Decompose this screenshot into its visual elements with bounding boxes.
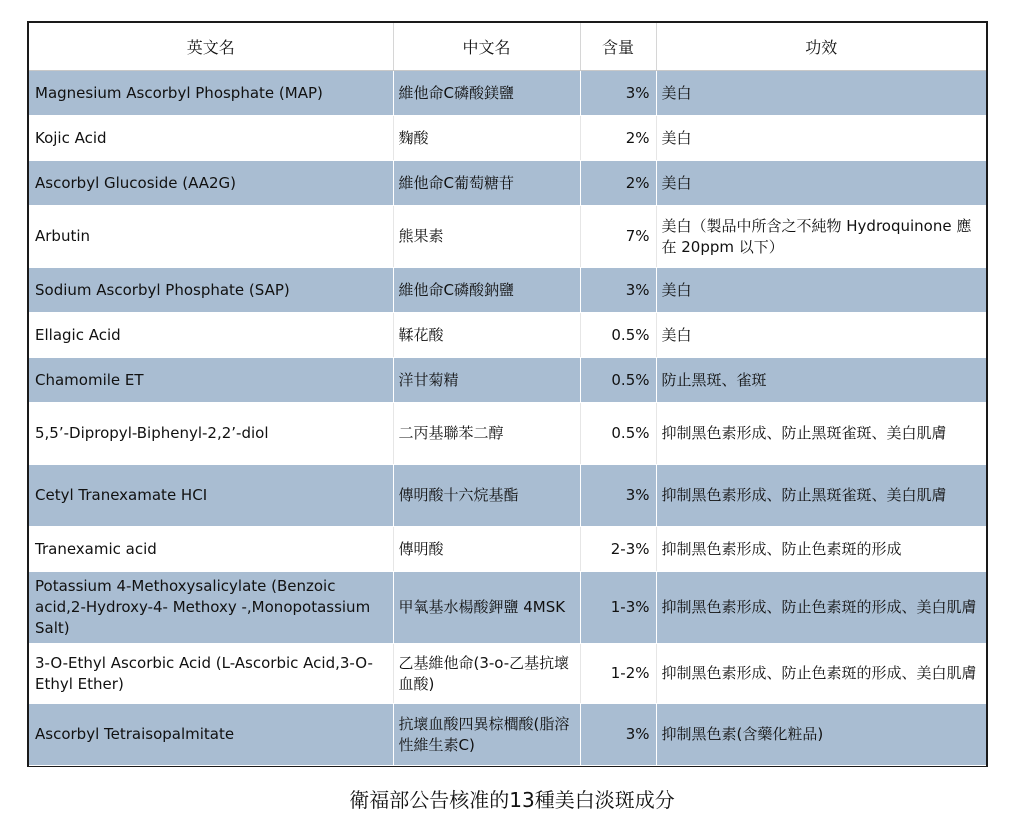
cell-english-name: Chamomile ET <box>29 358 393 403</box>
cell-amount: 7% <box>580 206 656 268</box>
cell-english-name: Tranexamic acid <box>29 527 393 572</box>
cell-english-name: 3-O-Ethyl Ascorbic Acid (L-Ascorbic Acid,3-O-Ethyl Ether) <box>29 644 393 704</box>
table-row <box>29 527 986 572</box>
table-row <box>29 403 986 465</box>
cell-effect: 防止黑斑、雀斑 <box>656 358 986 403</box>
cell-amount: 0.5% <box>580 313 656 358</box>
table-row <box>29 704 986 766</box>
cell-chinese-name: 洋甘菊精 <box>393 358 580 403</box>
ingredients-table-frame <box>27 21 988 767</box>
cell-amount: 1-2% <box>580 644 656 704</box>
table-row <box>29 161 986 206</box>
table-row <box>29 268 986 313</box>
table-row <box>29 313 986 358</box>
header-amount: 含量 <box>580 23 656 71</box>
cell-amount: 2-3% <box>580 527 656 572</box>
cell-effect: 抑制黑色素(含藥化粧品) <box>656 704 986 766</box>
cell-chinese-name: 二丙基聯苯二醇 <box>393 403 580 465</box>
cell-effect: 抑制黑色素形成、防止色素斑的形成 <box>656 527 986 572</box>
header-english-name: 英文名 <box>29 23 393 71</box>
table-header-row <box>29 23 986 71</box>
cell-english-name: Sodium Ascorbyl Phosphate (SAP) <box>29 268 393 313</box>
cell-english-name: Potassium 4-Methoxysalicylate (Benzoic acid,2-Hydroxy-4- Methoxy -,Monopotassium Salt) <box>29 572 393 644</box>
cell-amount: 1-3% <box>580 572 656 644</box>
cell-effect: 抑制黑色素形成、防止色素斑的形成、美白肌膚 <box>656 644 986 704</box>
table-row <box>29 71 986 116</box>
cell-amount: 3% <box>580 704 656 766</box>
cell-english-name: Ascorbyl Tetraisopalmitate <box>29 704 393 766</box>
cell-effect: 抑制黑色素形成、防止色素斑的形成、美白肌膚 <box>656 572 986 644</box>
cell-effect: 抑制黑色素形成、防止黑斑雀斑、美白肌膚 <box>656 403 986 465</box>
cell-english-name: Ellagic Acid <box>29 313 393 358</box>
cell-chinese-name: 維他命C葡萄糖苷 <box>393 161 580 206</box>
cell-chinese-name: 抗壞血酸四異棕櫚酸(脂溶性維生素C) <box>393 704 580 766</box>
cell-chinese-name: 維他命C磷酸鎂鹽 <box>393 71 580 116</box>
cell-chinese-name: 鞣花酸 <box>393 313 580 358</box>
cell-effect: 抑制黑色素形成、防止黑斑雀斑、美白肌膚 <box>656 465 986 527</box>
table-row <box>29 116 986 161</box>
cell-chinese-name: 甲氧基水楊酸鉀鹽 4MSK <box>393 572 580 644</box>
cell-english-name: Magnesium Ascorbyl Phosphate (MAP) <box>29 71 393 116</box>
cell-amount: 0.5% <box>580 358 656 403</box>
header-chinese-name: 中文名 <box>393 23 580 71</box>
cell-amount: 3% <box>580 71 656 116</box>
cell-amount: 2% <box>580 116 656 161</box>
table-row <box>29 358 986 403</box>
cell-amount: 0.5% <box>580 403 656 465</box>
table-row <box>29 644 986 704</box>
cell-chinese-name: 傳明酸 <box>393 527 580 572</box>
cell-chinese-name: 傳明酸十六烷基酯 <box>393 465 580 527</box>
header-effect: 功效 <box>656 23 986 71</box>
cell-english-name: Ascorbyl Glucoside (AA2G) <box>29 161 393 206</box>
cell-chinese-name: 乙基維他命(3-o-乙基抗壞血酸) <box>393 644 580 704</box>
cell-chinese-name: 維他命C磷酸鈉鹽 <box>393 268 580 313</box>
table-row <box>29 572 986 644</box>
cell-effect: 美白 <box>656 268 986 313</box>
cell-english-name: 5,5’-Dipropyl-Biphenyl-2,2’-diol <box>29 403 393 465</box>
cell-chinese-name: 熊果素 <box>393 206 580 268</box>
whitening-ingredients-table <box>29 23 986 766</box>
table-row <box>29 465 986 527</box>
cell-amount: 2% <box>580 161 656 206</box>
cell-effect: 美白 <box>656 313 986 358</box>
cell-chinese-name: 麴酸 <box>393 116 580 161</box>
cell-amount: 3% <box>580 268 656 313</box>
cell-english-name: Kojic Acid <box>29 116 393 161</box>
cell-english-name: Arbutin <box>29 206 393 268</box>
cell-effect: 美白 <box>656 116 986 161</box>
table-row <box>29 206 986 268</box>
cell-english-name: Cetyl Tranexamate HCI <box>29 465 393 527</box>
cell-effect: 美白 <box>656 71 986 116</box>
cell-amount: 3% <box>580 465 656 527</box>
table-caption: 衛福部公告核准的13種美白淡斑成分 <box>349 788 675 812</box>
cell-effect: 美白（製品中所含之不純物 Hydroquinone 應在 20ppm 以下） <box>656 206 986 268</box>
cell-effect: 美白 <box>656 161 986 206</box>
